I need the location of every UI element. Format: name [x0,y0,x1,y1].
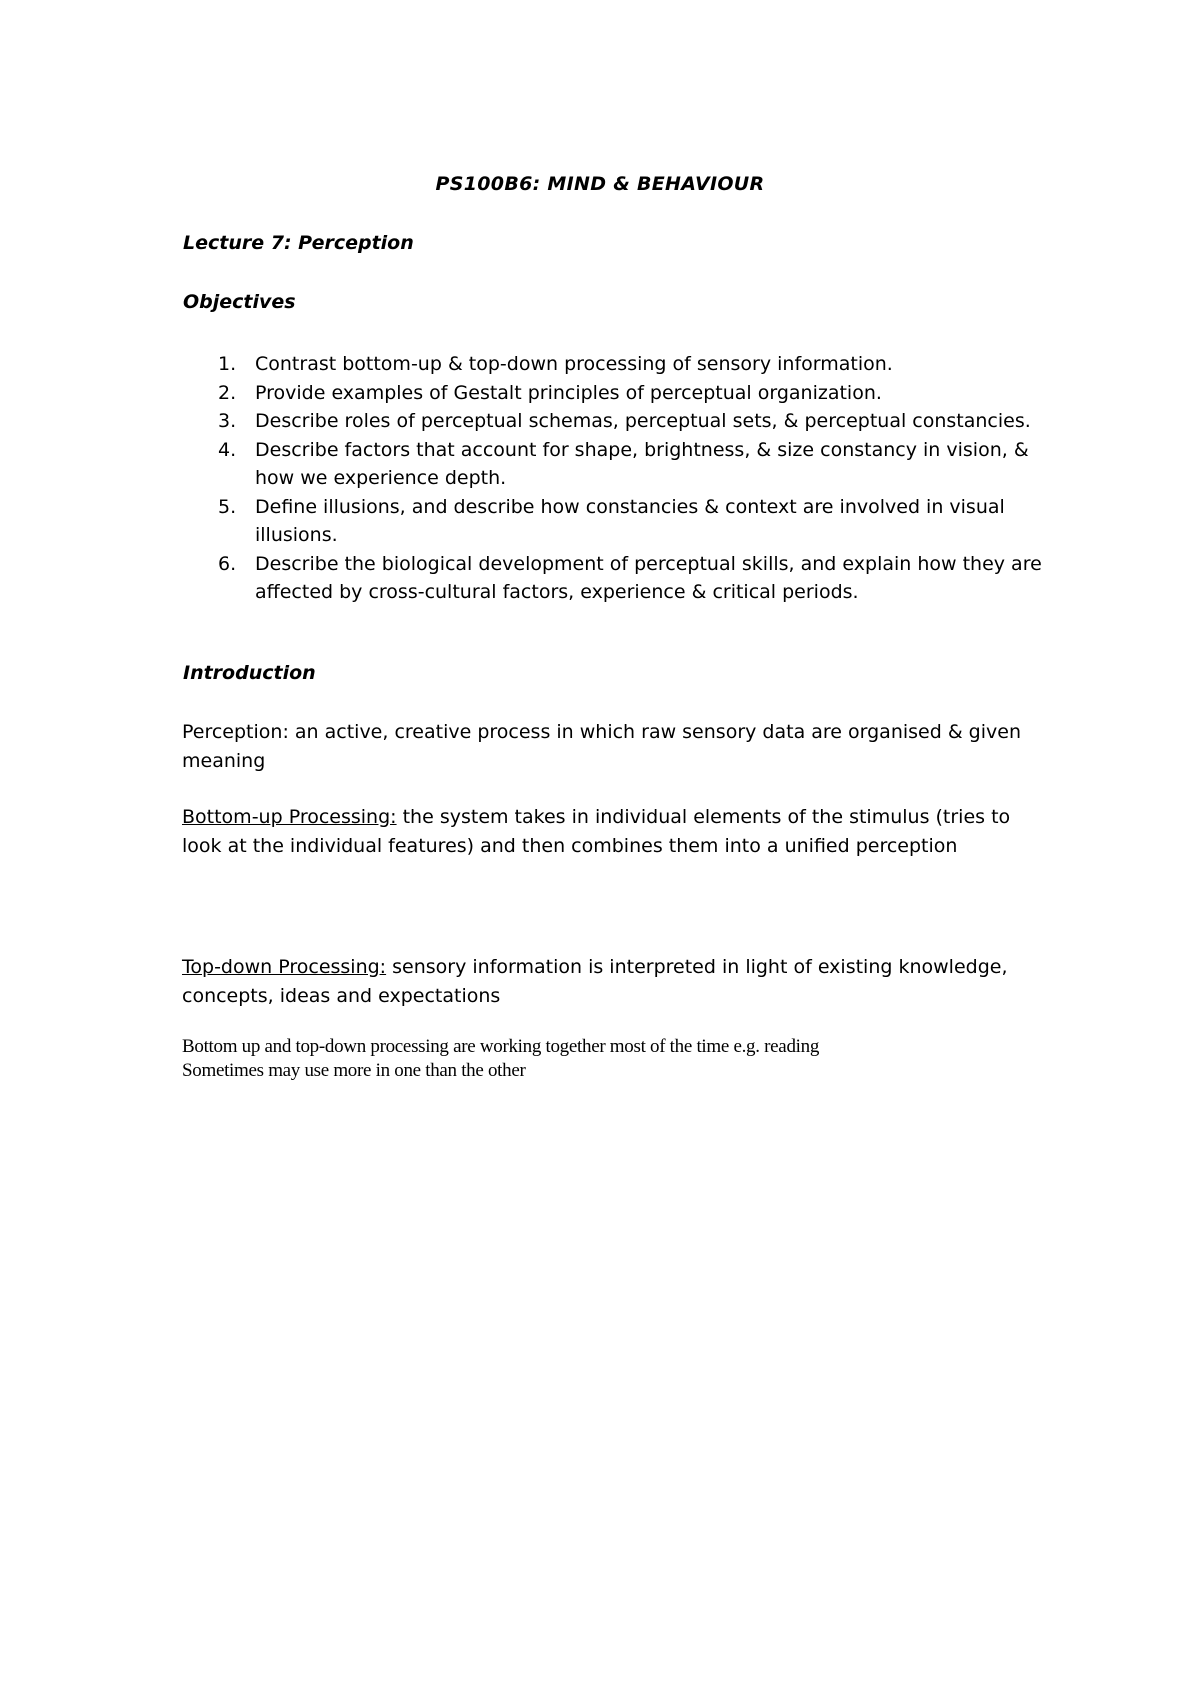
objective-number: 3. [218,410,237,432]
objective-text: Provide examples of Gestalt principles of perceptual organization. [255,381,882,404]
objective-number: 1. [218,353,237,375]
top-down-description: sensory information is interpreted in light of existing knowledge, concepts, ideas and expectations [182,956,1008,1007]
objective-number: 6. [218,552,237,575]
top-down-paragraph [182,953,1022,1010]
objectives-heading: Objectives [183,291,296,313]
objective-number: 2. [218,381,237,404]
objective-text: Describe factors that account for shape, brightness, & size constancy in vision, & how we experience depth. [255,438,1029,489]
lecture-heading: Lecture 7: Perception [183,232,414,254]
perception-definition: Perception: an active, creative process in which raw sensory data are organised & given meaning [182,721,1021,772]
objective-text: Describe roles of perceptual schemas, perceptual sets, & perceptual constancies. [255,410,1031,432]
bottom-up-description: the system takes in individual elements of the stimulus (tries to look at the individual features) and then combines them into a unified perception [182,806,1011,857]
objective-text: Contrast bottom-up & top-down processing of sensory information. [255,353,893,375]
objective-text: Define illusions, and describe how constancies & context are involved in visual illusions. [255,495,1005,546]
objective-text: Describe the biological development of perceptual skills, and explain how they are affected by cross-cultural factors, experience & critical periods. [255,552,1042,603]
top-down-term: Top-down Processing: [182,956,387,978]
objectives-list [218,350,1058,607]
introduction-heading: Introduction [183,662,316,684]
closing-line-1: Bottom up and top-down processing are working together most of the time e.g. reading [182,1036,820,1057]
objective-item-5 [218,493,1058,550]
objective-item-4 [218,436,1058,493]
objective-item-2 [218,379,1058,408]
objective-number: 4. [218,438,237,461]
document-title: PS100B6: MIND & BEHAVIOUR [435,173,765,195]
closing-line-2: Sometimes may use more in one than the other [182,1060,526,1081]
objective-item-6 [218,550,1058,607]
objective-number: 5. [218,495,237,518]
bottom-up-paragraph [182,803,1022,860]
closing-notes [182,1035,1022,1083]
bottom-up-term: Bottom-up Processing: [182,806,397,828]
objective-item-1 [218,350,1058,379]
objective-item-3 [218,407,1058,436]
